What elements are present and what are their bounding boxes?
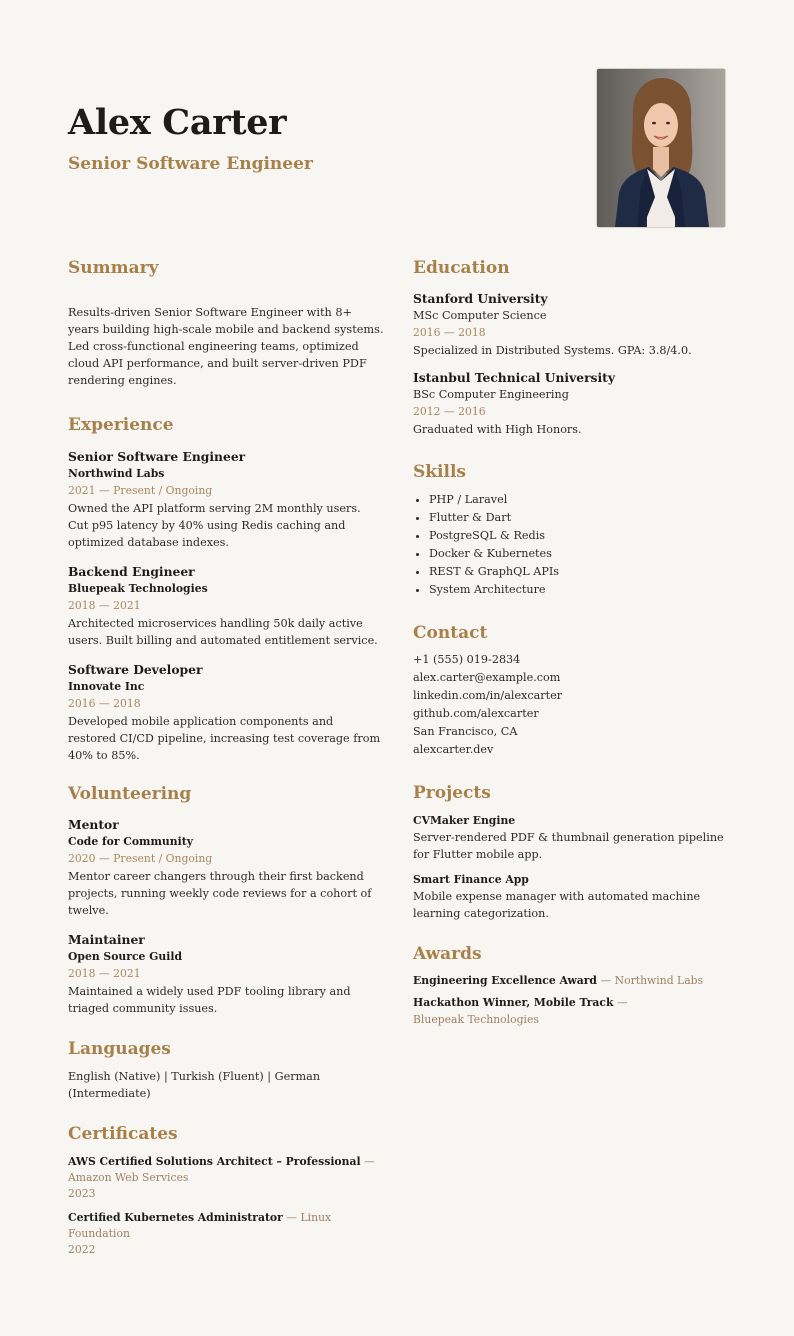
- certificate-year: 2022: [68, 1242, 96, 1256]
- experience-item: [68, 563, 384, 649]
- certificate-name: AWS Certified Solutions Architect – Professional: [68, 1154, 361, 1168]
- project-name: Smart Finance App: [413, 872, 529, 886]
- award-separator: —: [613, 995, 628, 1009]
- volunteering-item: [68, 931, 384, 1017]
- experience-item: [68, 448, 384, 551]
- contact-linkedin[interactable]: linkedin.com/in/alexcarter: [413, 689, 563, 703]
- experience-dates: 2021 — Present / Ongoing: [68, 483, 213, 497]
- project-description: Server-rendered PDF & thumbnail generation pipeline for Flutter mobile app.: [413, 830, 724, 861]
- education-school: Stanford University: [413, 291, 548, 307]
- skills-section: [413, 462, 729, 598]
- education-section: [413, 258, 729, 438]
- certificates-section: [68, 1124, 384, 1258]
- experience-description: Architected microservices handling 50k daily active users. Built billing and automated entitlement service.: [68, 616, 378, 647]
- education-dates: 2012 — 2016: [413, 405, 486, 419]
- contact-website[interactable]: alexcarter.dev: [413, 743, 494, 757]
- project-item: [413, 871, 729, 922]
- award-separator: —: [596, 973, 615, 987]
- volunteering-section: [68, 784, 384, 1017]
- skill-item: • PHP / Laravel: [429, 491, 729, 509]
- experience-company: Northwind Labs: [68, 466, 165, 480]
- experience-company: Innovate Inc: [68, 679, 145, 693]
- experience-description: Owned the API platform serving 2M monthly users.: [68, 501, 361, 515]
- volunteering-dates: 2018 — 2021: [68, 967, 141, 981]
- experience-dates: 2018 — 2021: [68, 598, 141, 612]
- right-column: [413, 258, 729, 1028]
- volunteering-role: Maintainer: [68, 932, 145, 948]
- education-degree: MSc Computer Science: [413, 309, 547, 323]
- certificate-item: [68, 1154, 384, 1202]
- volunteering-org: Code for Community: [68, 835, 193, 849]
- certificate-separator: —: [360, 1154, 375, 1168]
- certificate-issuer: Linux Foundation: [68, 1210, 332, 1240]
- candidate-title: Senior Software Engineer: [68, 154, 313, 174]
- contact-phone[interactable]: +1 (555) 019-2834: [413, 653, 521, 667]
- skills-list: [413, 491, 729, 599]
- project-description: Mobile expense manager with automated machine learning categorization.: [413, 889, 701, 920]
- languages-text: English (Native) | Turkish (Fluent) | German (Intermediate): [68, 1069, 321, 1100]
- experience-description: Cut p95 latency by 40% using Redis caching and optimized database indexes.: [68, 518, 346, 549]
- summary-heading: Summary: [68, 258, 159, 278]
- education-note: Graduated with High Honors.: [413, 423, 582, 437]
- contact-email[interactable]: alex.carter@example.com: [413, 671, 561, 685]
- education-item: [413, 369, 729, 438]
- volunteering-org: Open Source Guild: [68, 950, 182, 964]
- left-column: [68, 258, 384, 1258]
- experience-dates: 2016 — 2018: [68, 696, 141, 710]
- awards-heading: Awards: [413, 943, 482, 964]
- award-item: [413, 994, 673, 1028]
- profile-photo: [596, 68, 726, 228]
- project-item: [413, 812, 729, 863]
- education-degree: BSc Computer Engineering: [413, 388, 569, 402]
- experience-heading: Experience: [68, 415, 174, 436]
- education-heading: Education: [413, 258, 510, 278]
- award-org: Bluepeak Technologies: [413, 1012, 539, 1026]
- experience-description: Developed mobile application components and restored CI/CD pipeline, increasing test coverage from 40% to 85%.: [68, 714, 381, 762]
- experience-role: Senior Software Engineer: [68, 448, 246, 464]
- skill-item: • Docker & Kubernetes: [429, 545, 729, 563]
- certificate-issuer: Amazon Web Services: [68, 1170, 189, 1184]
- certificate-year: 2023: [68, 1186, 96, 1200]
- projects-heading: Projects: [413, 783, 491, 804]
- education-school: Istanbul Technical University: [413, 370, 615, 386]
- experience-company: Bluepeak Technologies: [68, 581, 208, 595]
- volunteering-description: Mentor career changers through their first backend projects, running weekly code reviews for a cohort of twelve.: [68, 870, 372, 918]
- education-note: Specialized in Distributed Systems. GPA: 3.8/4.0.: [413, 344, 692, 358]
- contact-section: [413, 623, 729, 759]
- volunteering-role: Mentor: [68, 817, 119, 833]
- awards-section: [413, 944, 729, 1028]
- certificate-name: Certified Kubernetes Administrator: [68, 1210, 283, 1224]
- certificates-heading: Certificates: [68, 1123, 178, 1144]
- volunteering-description: Maintained a widely used PDF tooling library and triaged community issues.: [68, 985, 351, 1016]
- volunteering-item: [68, 816, 384, 919]
- skills-heading: Skills: [413, 462, 467, 483]
- contact-heading: Contact: [413, 622, 488, 643]
- summary-section: [68, 258, 384, 389]
- skill-item: • REST & GraphQL APIs: [429, 563, 729, 581]
- contact-github[interactable]: github.com/alexcarter: [413, 707, 539, 721]
- volunteering-heading: Volunteering: [68, 783, 192, 804]
- contact-location: San Francisco, CA: [413, 725, 518, 739]
- projects-section: [413, 783, 729, 921]
- award-name: Engineering Excellence Award: [413, 973, 597, 987]
- award-item: [413, 972, 729, 989]
- experience-section: [68, 415, 384, 763]
- experience-item: [68, 661, 384, 764]
- summary-text: Results-driven Senior Software Engineer with 8+ years building high-scale mobile and backend systems. Led cross-functional engineering teams, optimized cloud API performance, and built server-driven PDF rendering engines.: [68, 306, 384, 388]
- skill-item: • System Architecture: [429, 581, 729, 599]
- certificate-separator: —: [282, 1210, 301, 1224]
- languages-heading: Languages: [68, 1039, 171, 1060]
- education-item: [413, 290, 729, 359]
- award-org: Northwind Labs: [614, 973, 704, 987]
- volunteering-dates: 2020 — Present / Ongoing: [68, 852, 213, 866]
- skill-item: • PostgreSQL & Redis: [429, 527, 729, 545]
- experience-role: Software Developer: [68, 661, 203, 677]
- languages-section: [68, 1039, 384, 1101]
- candidate-name: Alex Carter: [68, 102, 287, 143]
- project-name: CVMaker Engine: [413, 813, 516, 827]
- experience-role: Backend Engineer: [68, 563, 195, 579]
- skill-item: • Flutter & Dart: [429, 509, 729, 527]
- certificate-item: [68, 1210, 384, 1258]
- education-dates: 2016 — 2018: [413, 326, 486, 340]
- award-name: Hackathon Winner, Mobile Track: [413, 995, 614, 1009]
